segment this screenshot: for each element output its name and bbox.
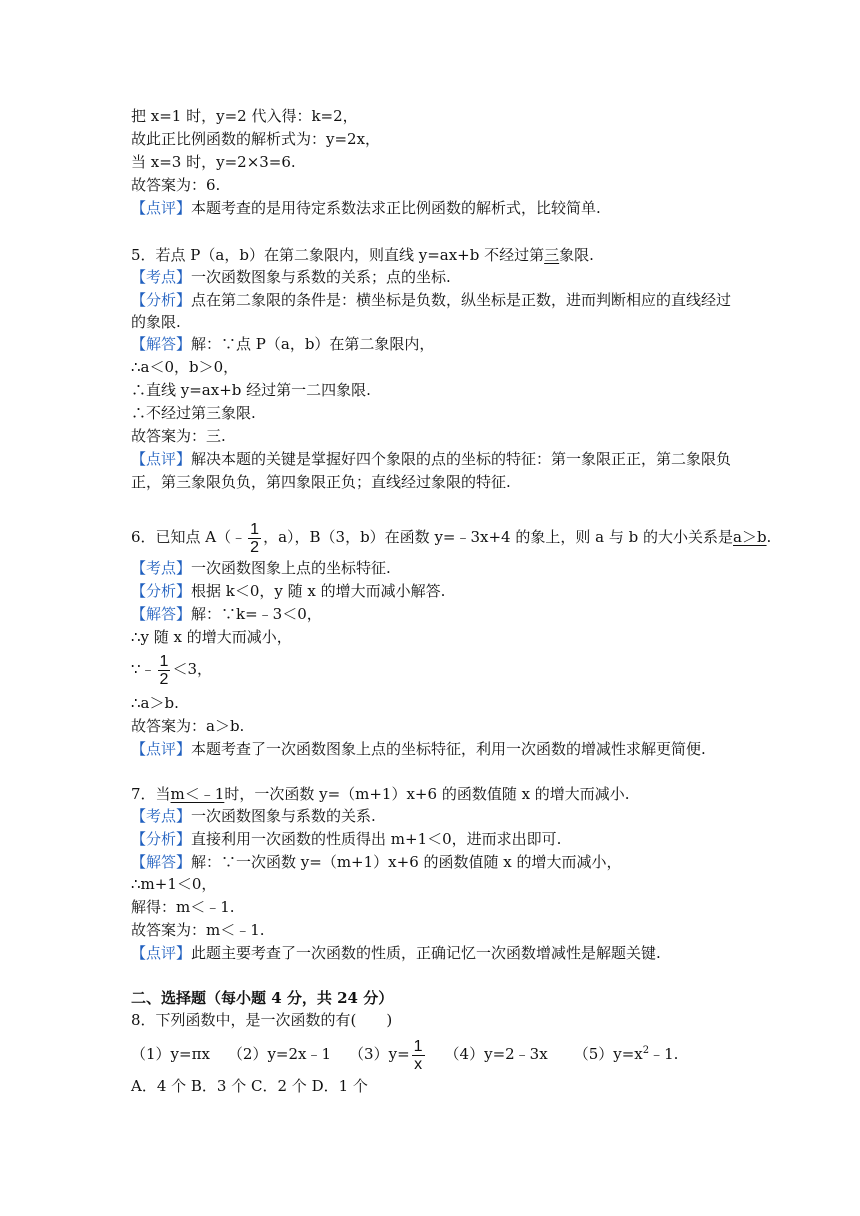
- q7-jieda-text: 解：∵一次函数 y=（m+1）x+6 的函数值随 x 的增大而减小，: [191, 853, 622, 871]
- fraction-denominator: x: [414, 1055, 423, 1073]
- q6-fraction: [248, 521, 261, 556]
- fraction-numerator: 1: [413, 1037, 423, 1055]
- q8-option-2: （2）y=2x﹣1: [227, 1045, 332, 1063]
- fraction-numerator: 1: [250, 520, 260, 538]
- q6-step-2: ∴y 随 x 的增大而减小，: [131, 628, 292, 646]
- q6-answer-blank: a＞b: [733, 528, 767, 546]
- fraction-numerator: 1: [159, 652, 169, 670]
- q6-stem-end: .: [766, 528, 772, 546]
- fraction-denominator: 2: [250, 538, 260, 556]
- q4-dianping: [131, 197, 601, 219]
- q8-option-3-text: （3）y=: [349, 1045, 410, 1063]
- q8-option-5-exponent: 2: [642, 1045, 650, 1056]
- fraction-denominator: 2: [159, 670, 169, 688]
- q7-kaodian: [131, 805, 376, 827]
- q5-step-3: ∴直线 y=ax+b 经过第一二四象限.: [131, 381, 371, 399]
- q8-option-5-text: （5）y=x: [573, 1045, 643, 1063]
- kaodian-tag: 【考点】: [131, 807, 192, 825]
- q7-fenxi-text: 直接利用一次函数的性质得出 m+1＜0，进而求出即可.: [191, 830, 562, 848]
- fenxi-tag: 【分析】: [131, 830, 192, 848]
- q8-option-4: （4）y=2﹣3x: [444, 1045, 548, 1063]
- q5-jieda-text: 解：∵点 P（a，b）在第二象限内，: [191, 335, 435, 353]
- q7-stem: [131, 783, 630, 805]
- q7-answer: 故答案为：m＜﹣1.: [131, 921, 265, 939]
- q4-answer: 故答案为：6.: [131, 176, 221, 194]
- q7-step-2: ∴m+1＜0，: [131, 875, 217, 893]
- q5-fenxi-cont: 的象限.: [131, 313, 181, 331]
- q5-answer-blank: 三: [544, 246, 560, 264]
- q5-stem-text: 5．若点 P（a，b）在第二象限内，则直线 y=ax+b 不经过第: [131, 246, 545, 264]
- kaodian-tag: 【考点】: [131, 559, 192, 577]
- q8-option-3-fraction: [412, 1038, 425, 1073]
- q5-step-2: ∴a＜0，b＞0，: [131, 358, 239, 376]
- q6-step-3-end: ＜3，: [172, 660, 212, 678]
- q5-fenxi-text: 点在第二象限的条件是：横坐标是负数，纵坐标是正数，进而判断相应的直线经过: [191, 291, 732, 309]
- q8-choices: A．4 个 B．3 个 C．2 个 D．1 个: [131, 1077, 368, 1095]
- dianping-tag: 【点评】: [131, 199, 192, 217]
- q5-dianping-cont: 正，第三象限负负，第四象限正负；直线经过象限的特征.: [131, 473, 511, 491]
- section-heading: 二、选择题（每小题 4 分，共 24 分）: [131, 989, 394, 1007]
- q6-answer: 故答案为：a＞b.: [131, 717, 245, 735]
- q6-step-3: [131, 650, 212, 688]
- q4-dianping-text: 本题考查的是用待定系数法求正比例函数的解析式，比较简单.: [191, 199, 601, 217]
- q6-jieda-text: 解：∵k=﹣3＜0，: [191, 605, 322, 623]
- kaodian-tag: 【考点】: [131, 268, 192, 286]
- q5-stem-end: 象限.: [559, 246, 594, 264]
- dianping-tag: 【点评】: [131, 740, 192, 758]
- q7-stem-end: 时，一次函数 y=（m+1）x+6 的函数值随 x 的增大而减小.: [224, 785, 630, 803]
- q6-fenxi: [131, 580, 445, 602]
- jieda-tag: 【解答】: [131, 853, 192, 871]
- q7-step-3: 解得：m＜﹣1.: [131, 898, 235, 916]
- q6-kaodian: [131, 557, 391, 579]
- q7-answer-blank: m＜﹣1: [170, 785, 225, 803]
- q8-option-5-end: ﹣1.: [649, 1045, 679, 1063]
- q5-answer: 故答案为：三.: [131, 427, 226, 445]
- q5-dianping-text: 解决本题的关键是掌握好四个象限的点的坐标的特征：第一象限正正，第二象限负: [191, 450, 732, 468]
- q4-line-1: 把 x=1 时，y=2 代入得：k=2，: [131, 107, 358, 125]
- q5-dianping: [131, 448, 731, 470]
- q5-kaodian-text: 一次函数图象与系数的关系；点的坐标.: [191, 268, 451, 286]
- q8-options: [131, 1032, 678, 1073]
- q5-fenxi: [131, 289, 731, 311]
- q7-kaodian-text: 一次函数图象与系数的关系.: [191, 807, 376, 825]
- q7-dianping-text: 此题主要考查了一次函数的性质，正确记忆一次函数增减性是解题关键.: [191, 944, 661, 962]
- jieda-tag: 【解答】: [131, 605, 192, 623]
- q5-jieda: [131, 333, 434, 355]
- q6-dianping: [131, 738, 706, 760]
- jieda-tag: 【解答】: [131, 335, 192, 353]
- q6-step-fraction: [158, 653, 171, 688]
- q7-dianping: [131, 942, 661, 964]
- q7-jieda: [131, 851, 622, 873]
- dianping-tag: 【点评】: [131, 944, 192, 962]
- q4-line-3: 当 x=3 时，y=2×3=6.: [131, 153, 296, 171]
- q8-option-5: [574, 1045, 679, 1063]
- fenxi-tag: 【分析】: [131, 582, 192, 600]
- q6-dianping-text: 本题考查了一次函数图象上点的坐标特征，利用一次函数的增减性求解更简便.: [191, 740, 706, 758]
- q6-jieda: [131, 603, 322, 625]
- q6-step-4: ∴a＞b.: [131, 694, 179, 712]
- q5-kaodian: [131, 266, 451, 288]
- q6-stem: [131, 518, 771, 556]
- q8-option-1: （1）y=πx: [131, 1045, 210, 1063]
- q6-kaodian-text: 一次函数图象上点的坐标特征.: [191, 559, 391, 577]
- q4-line-2: 故此正比例函数的解析式为：y=2x，: [131, 130, 381, 148]
- dianping-tag: 【点评】: [131, 450, 192, 468]
- q6-stem-mid: ，a），B（3，b）在函数 y=﹣3x+4 的象上，则 a 与 b 的大小关系是: [263, 528, 733, 546]
- q6-stem-text: 6．已知点 A（﹣: [131, 528, 247, 546]
- q7-stem-text: 7．当: [131, 785, 171, 803]
- q5-stem: [131, 244, 594, 266]
- q6-step-3-text: ∵﹣: [131, 660, 156, 678]
- fenxi-tag: 【分析】: [131, 291, 192, 309]
- q6-fenxi-text: 根据 k＜0，y 随 x 的增大而减小解答.: [191, 582, 446, 600]
- q5-step-4: ∴不经过第三象限.: [131, 404, 256, 422]
- q8-option-3: [349, 1037, 427, 1073]
- q7-fenxi: [131, 828, 561, 850]
- q8-stem: 8．下列函数中，是一次函数的有( ): [131, 1011, 393, 1029]
